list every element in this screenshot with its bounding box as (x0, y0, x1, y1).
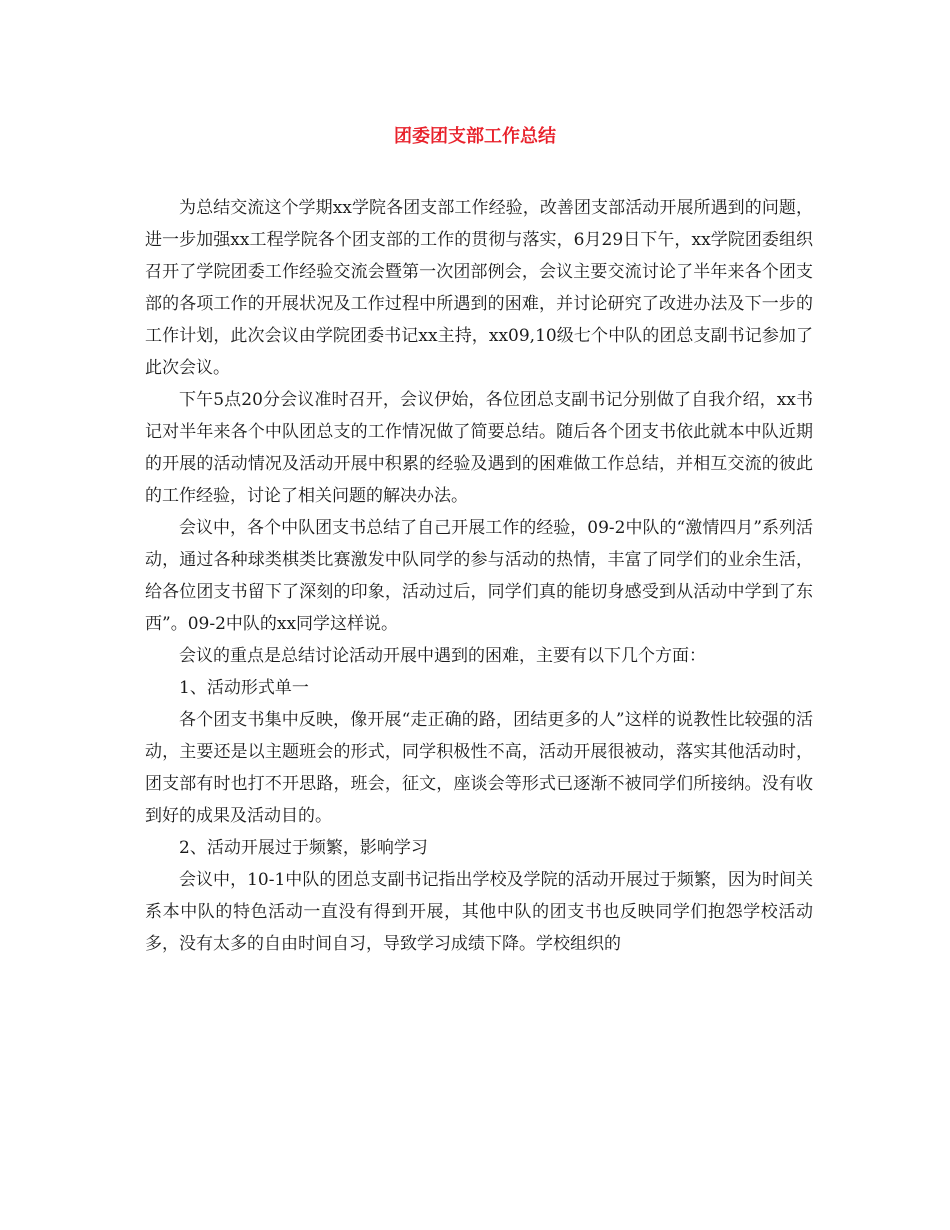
document-title: 团委团支部工作总结 (394, 126, 556, 147)
paragraph-experience: 会议中，各个中队团支书总结了自己开展工作的经验，09-2中队的“激情四月”系列活动，通过各种球类棋类比赛激发中队同学的参与活动的热情，丰富了同学们的业余生活，给各位团支书留下了深刻的印象，活动过后，同学们真的能切身感受到从活动中学到了东西”。09-2中队的xx同学这样说。 (145, 518, 813, 634)
heading-item-1: 1、活动形式单一 (179, 678, 309, 698)
heading-item-2: 2、活动开展过于频繁，影响学习 (179, 838, 428, 858)
paragraph-item-2: 会议中，10-1中队的团总支副书记指出学校及学院的活动开展过于频繁，因为时间关系本中队的特色活动一直没有得到开展，其他中队的团支书也反映同学们抱怨学校活动多，没有太多的自由时间自习，导致学习成绩下降。学校组织的 (145, 870, 813, 954)
paragraph-meeting-start: 下午5点20分会议准时召开，会议伊始，各位团总支副书记分别做了自我介绍，xx书记对半年来各个中队团总支的工作情况做了简要总结。随后各个团支书依此就本中队近期的开展的活动情况及活动开展中积累的经验及遇到的困难做工作总结，并相互交流的彼此的工作经验，讨论了相关问题的解决办法。 (145, 390, 813, 506)
paragraph-intro: 为总结交流这个学期xx学院各团支部工作经验，改善团支部活动开展所遇到的问题，进一步加强xx工程学院各个团支部的工作的贯彻与落实，6月29日下午，xx学院团委组织召开了学院团委工作经验交流会暨第一次团部例会，会议主要交流讨论了半年来各个团支部的各项工作的开展状况及工作过程中所遇到的困难，并讨论研究了改进办法及下一步的工作计划，此次会议由学院团委书记xx主持，xx09,10级七个中队的团总支副书记参加了此次会议。 (145, 198, 813, 378)
paragraph-difficulties: 会议的重点是总结讨论活动开展中遇到的困难，主要有以下几个方面： (179, 646, 706, 666)
document-body (145, 192, 813, 960)
paragraph-item-1: 各个团支书集中反映，像开展“走正确的路，团结更多的人”这样的说教性比较强的活动，主要还是以主题班会的形式，同学积极性不高，活动开展很被动，落实其他活动时，团支部有时也打不开思路，班会，征文，座谈会等形式已逐渐不被同学们所接纳。没有收到好的成果及活动目的。 (145, 710, 813, 826)
